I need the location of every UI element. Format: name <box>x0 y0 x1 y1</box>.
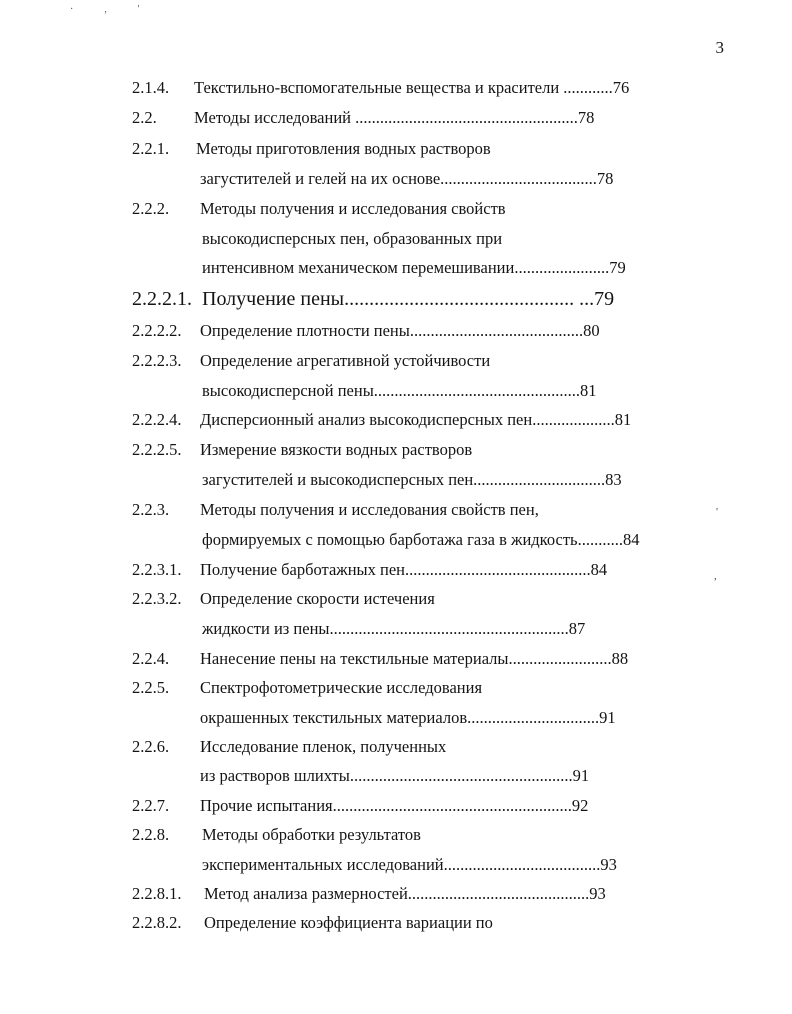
toc-text: Определение коэффициента вариации по <box>204 913 493 932</box>
toc-number: 2.2.2.2. <box>132 321 182 340</box>
toc-number: 2.2. <box>132 108 157 127</box>
toc-text: Методы исследований ......................................................78 <box>194 108 595 127</box>
toc-number: 2.2.8.2. <box>132 913 182 932</box>
toc-number: 2.2.3.1. <box>132 560 182 579</box>
toc-text: Исследование пленок, полученных <box>200 737 447 756</box>
toc-text: Нанесение пены на текстильные материалы.........................88 <box>200 649 629 668</box>
toc-text: высокодисперсной пены..................................................81 <box>202 381 597 400</box>
scan-specks: · ‚ ' <box>70 4 154 15</box>
toc-number: 2.2.5. <box>132 678 170 697</box>
toc-text: из растворов шлихты......................................................91 <box>200 766 590 785</box>
toc-number: 2.2.3.2. <box>132 589 182 608</box>
toc-text: Определение плотности пены..........................................80 <box>200 321 600 340</box>
toc-text: Методы приготовления водных растворов <box>196 139 491 158</box>
toc-text: загустителей и высокодисперсных пен................................83 <box>202 470 622 489</box>
toc-text: жидкости из пены..........................................................87 <box>202 619 586 638</box>
page-number: 3 <box>715 38 724 57</box>
scan-speck: , <box>714 570 717 582</box>
toc-number: 2.2.2.5. <box>132 440 182 459</box>
toc-text: Получение барботажных пен.............................................84 <box>200 560 608 579</box>
toc-text: Текстильно-вспомогательные вещества и красители ............76 <box>194 78 630 97</box>
scan-speck: ' <box>716 506 718 518</box>
toc-text: Спектрофотометрические исследования <box>200 678 483 697</box>
toc-text: Измерение вязкости водных растворов <box>200 440 473 459</box>
toc-number: 2.2.2.1. <box>132 288 192 310</box>
toc-text: Получение пены.............................................. ...79 <box>202 288 615 310</box>
toc-text: Методы получения и исследования свойств <box>200 199 506 218</box>
toc-text: Метод анализа размерностей............................................93 <box>204 884 606 903</box>
toc-text: окрашенных текстильных материалов................................91 <box>200 708 616 727</box>
toc-text: высокодисперсных пен, образованных при <box>202 229 503 248</box>
toc-number: 2.2.1. <box>132 139 170 158</box>
toc-text: Определение агрегативной устойчивости <box>200 351 491 370</box>
toc-number: 2.2.2.3. <box>132 351 182 370</box>
toc-number: 2.2.2. <box>132 199 170 218</box>
toc-text: экспериментальных исследований......................................93 <box>202 855 617 874</box>
toc-text: Методы обработки результатов <box>202 825 421 844</box>
toc-text: Дисперсионный анализ высокодисперсных пен....................81 <box>200 410 632 429</box>
toc-text: формируемых с помощью барботажа газа в жидкость...........84 <box>202 530 640 549</box>
toc-number: 2.2.7. <box>132 796 170 815</box>
toc-number: 2.2.3. <box>132 500 170 519</box>
toc-text: Методы получения и исследования свойств пен, <box>200 500 539 519</box>
toc-number: 2.2.2.4. <box>132 410 182 429</box>
toc-text: загустителей и гелей на их основе......................................78 <box>200 169 614 188</box>
toc-number: 2.2.8.1. <box>132 884 182 903</box>
toc-number: 2.1.4. <box>132 78 170 97</box>
toc-number: 2.2.6. <box>132 737 170 756</box>
toc-text: Определение скорости истечения <box>200 589 435 608</box>
toc-number: 2.2.4. <box>132 649 170 668</box>
toc-text: интенсивном механическом перемешивании.......................79 <box>202 258 626 277</box>
toc-number: 2.2.8. <box>132 825 170 844</box>
toc-text: Прочие испытания..........................................................92 <box>200 796 589 815</box>
